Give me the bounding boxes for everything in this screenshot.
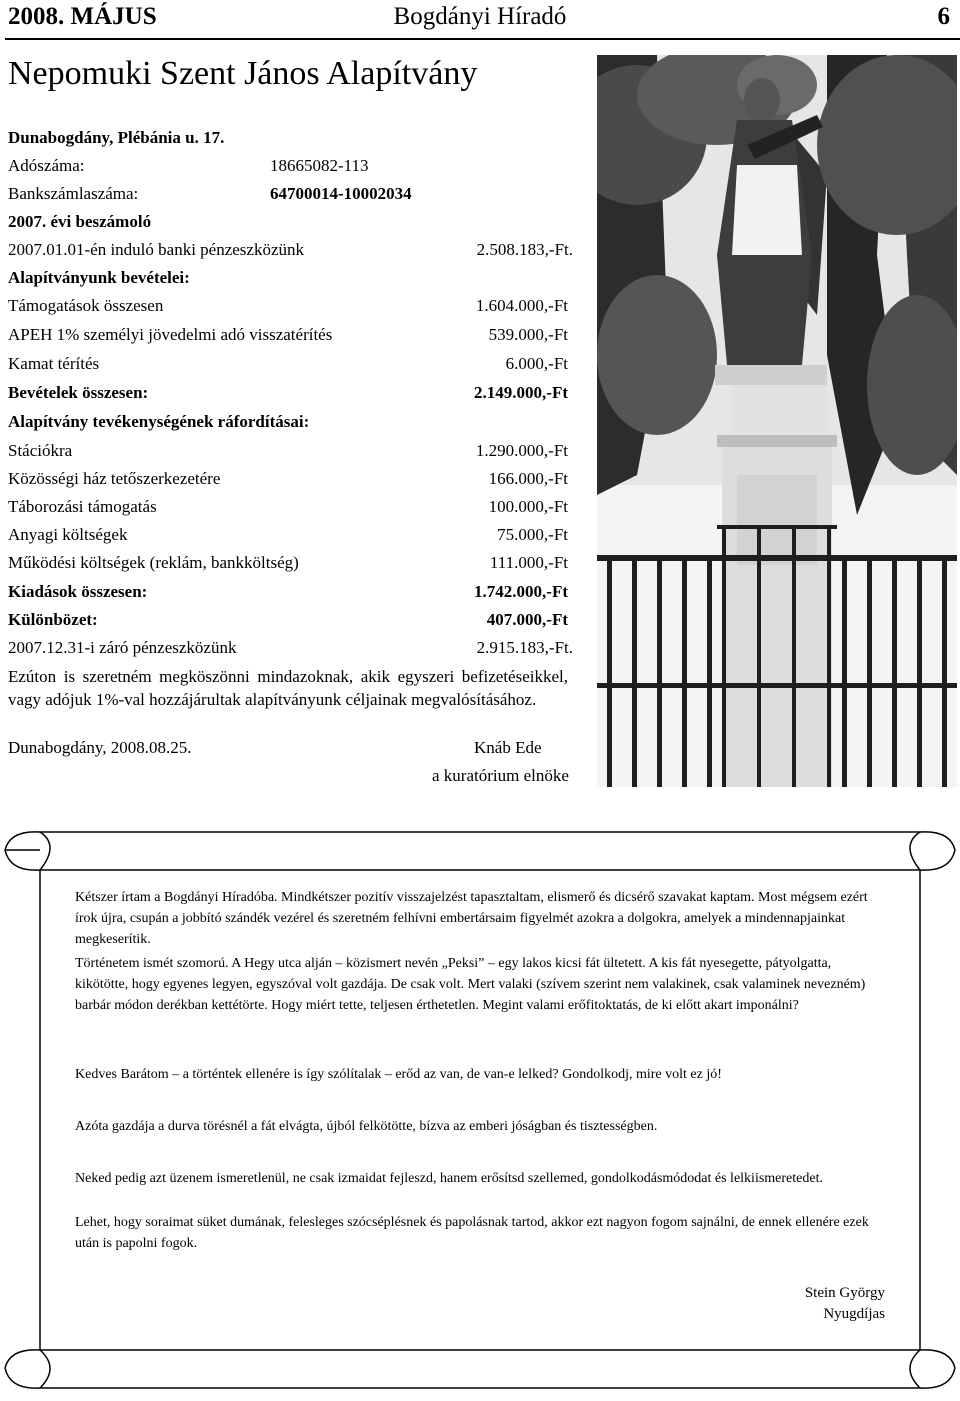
- expense-value: 75.000,-Ft: [497, 525, 568, 544]
- article2-signer-name: Stein György: [804, 1285, 885, 1301]
- expense-value: 1.290.000,-Ft: [475, 441, 568, 460]
- expense-value: 100.000,-Ft: [488, 497, 568, 516]
- article-title: Nepomuki Szent János Alapítvány: [8, 55, 478, 92]
- income-total-value: 2.149.000,-Ft: [474, 383, 568, 402]
- tax-value: 18665082-113: [270, 156, 369, 175]
- expense-total-label: Kiadások összesen:: [8, 582, 148, 601]
- expense-value: 166.000,-Ft: [488, 469, 568, 488]
- article2-paragraph: Kedves Barátom – a történtek ellenére is így szólítalak – erőd az van, de van-e lelked? Gondolkodj, mire volt ez jó!: [75, 1067, 722, 1082]
- place-date: Dunabogdány, 2008.08.25.: [8, 738, 192, 757]
- expense-heading: Alapítvány tevékenységének ráfordításai:: [8, 412, 310, 431]
- income-value: 539.000,-Ft: [488, 325, 568, 344]
- income-value: 1.604.000,-Ft: [475, 296, 568, 315]
- article2-paragraph: Történetem ismét szomorú. A Hegy utca alján – közismert nevén „Peksi” – egy lakos kicsi fát ültetett. A kis fát nyesegette, pátyolgatta, kikötötte, hogy egyenes legyen, egyszóval volt gazdája. De csak volt. Mert valaki (szívem szerint nem valakinek, csak valaminek nevezném) barbár módon derékban kettétörte. Hogy miért tette, teljesen érthetetlen. Megint valami erőfitoktatás, de ki előtt akart imponálni?: [75, 956, 866, 1013]
- income-label: Támogatások összesen: [8, 296, 164, 315]
- expense-label: Táborozási támogatás: [8, 497, 157, 516]
- issue-date: 2008. MÁJUS: [8, 3, 157, 30]
- income-label: Kamat térítés: [8, 354, 100, 373]
- difference-value: 407.000,-Ft: [486, 610, 568, 629]
- article2-signer-title: Nyugdíjas: [823, 1306, 885, 1322]
- expense-label: Működési költségek (reklám, bankköltség): [8, 553, 299, 572]
- bank-label: Bankszámlaszáma:: [8, 184, 139, 203]
- newspaper-name: Bogdányi Híradó: [393, 3, 567, 30]
- report-title: 2007. évi beszámoló: [8, 212, 152, 231]
- article2-paragraph: Lehet, hogy soraimat süket dumának, felesleges szócséplésnek és papolásnak tartod, akkor ezt nagyon fogom sajnálni, de ennek ellenére ezek után is papolni fogok.: [75, 1215, 869, 1251]
- signer-title: a kuratórium elnöke: [432, 766, 569, 785]
- income-value: 6.000,-Ft: [505, 354, 568, 373]
- income-label: APEH 1% személyi jövedelmi adó visszatérítés: [8, 325, 333, 344]
- page-number: 6: [937, 3, 950, 30]
- closing-value: 2.915.183,-Ft.: [476, 638, 573, 657]
- expense-value: 111.000,-Ft: [489, 553, 568, 572]
- header-rule: [5, 38, 960, 40]
- article2-paragraph: Kétszer írtam a Bogdányi Híradóba. Mindkétszer pozitív visszajelzést tapasztaltam, elismerő és dicsérő szavakat kaptam. Most mégsem ezért írok újra, csupán a jobbító szándék vezérel és szeretném felhívni embertársaim figyelmét azokra a dolgokra, amelyek a mindennapjainkat megkeserítik.: [75, 890, 868, 947]
- income-total-label: Bevételek összesen:: [8, 383, 149, 402]
- bank-value: 64700014-10002034: [270, 184, 412, 203]
- expense-total-value: 1.742.000,-Ft: [474, 582, 568, 601]
- closing-label: 2007.12.31-i záró pénzeszközünk: [8, 638, 237, 657]
- expense-label: Anyagi költségek: [8, 525, 128, 544]
- signer-name: Knáb Ede: [474, 738, 542, 757]
- opening-label: 2007.01.01-én induló banki pénzeszközünk: [8, 240, 305, 259]
- income-heading: Alapítványunk bevételei:: [8, 268, 190, 287]
- article2-paragraph: Azóta gazdája a durva törésnél a fát elvágta, újból felkötötte, bízva az emberi jóságban és tisztességben.: [75, 1119, 658, 1134]
- statue-photo: [597, 55, 957, 787]
- difference-label: Különbözet:: [8, 610, 98, 629]
- opening-value: 2.508.183,-Ft.: [476, 240, 573, 259]
- tax-label: Adószáma:: [8, 156, 85, 175]
- expense-label: Közösségi ház tetőszerkezetére: [8, 469, 221, 488]
- article2-paragraph: Neked pedig azt üzenem ismeretlenül, ne csak izmaidat fejleszd, hanem erősítsd szellemed, gondolkodásmódodat és lelkiismeretedet.: [75, 1171, 823, 1186]
- address: Dunabogdány, Plébánia u. 17.: [8, 128, 225, 147]
- expense-label: Stációkra: [8, 441, 73, 460]
- thanks-paragraph: Ezúton is szeretném megköszönni mindazoknak, akik egyszeri befizetéseikkel, vagy adójuk 1%-val hozzájárultak alapítványunk céljainak megvalósításához.: [8, 667, 568, 709]
